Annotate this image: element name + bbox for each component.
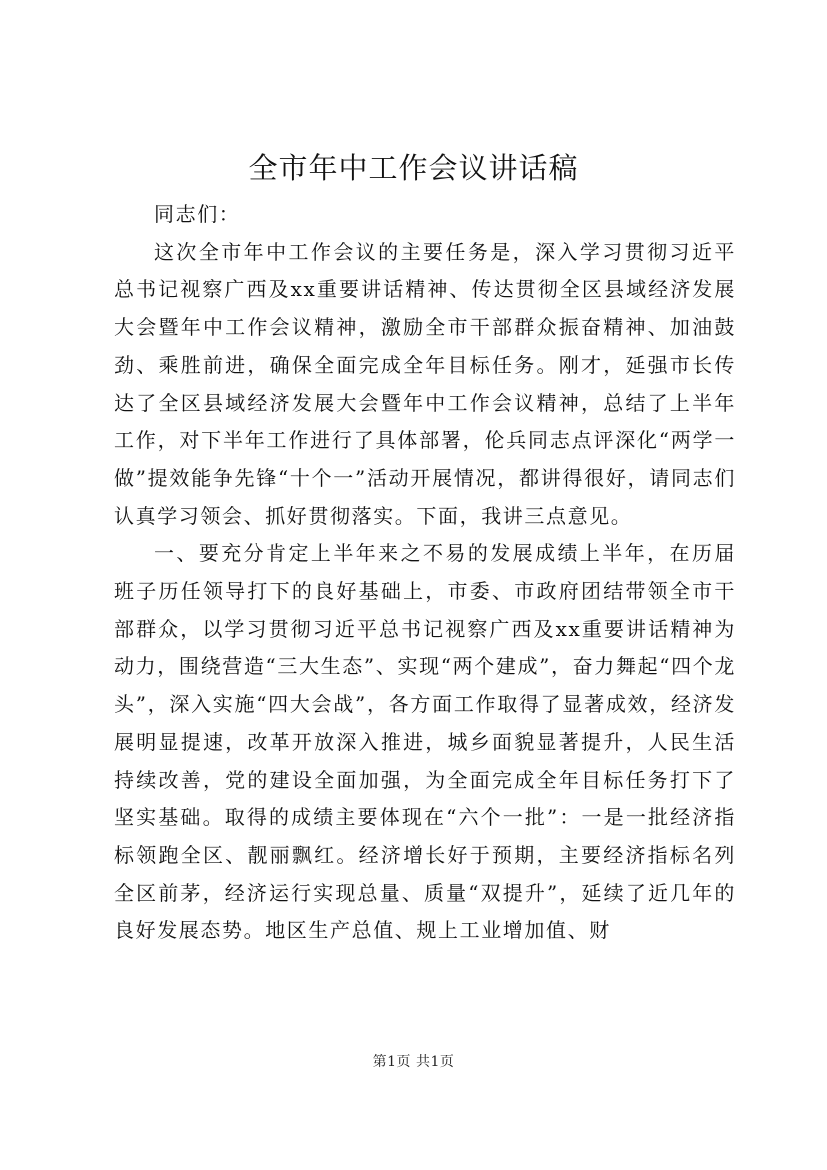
- page-number-footer: 第1页 共1页: [372, 1054, 455, 1070]
- document-body: [114, 196, 736, 950]
- paragraph-2: 一、要充分肯定上半年来之不易的发展成绩上半年，在历届班子历任领导打下的良好基础上，市委、市政府团结带领全市干部群众，以学习贯彻习近平总书记视察广西及xx重要讲话精神为动力，围绕营造“三大生态”、实现“两个建成”，奋力舞起“四个龙头”，深入实施“四大会战”，各方面工作取得了显著成效，经济发展明显提速，改革开放深入推进，城乡面貌显著提升，人民生活持续改善，党的建设全面加强，为全面完成全年目标任务打下了坚实基础。取得的成绩主要体现在“六个一批”：一是一批经济指标领跑全区、靓丽飘红。经济增长好于预期，主要经济指标名列全区前茅，经济运行实现总量、质量“双提升”，延续了近几年的良好发展态势。地区生产总值、规上工业增加值、财: [114, 541, 736, 943]
- paragraph-1: 这次全市年中工作会议的主要任务是，深入学习贯彻习近平总书记视察广西及xx重要讲话精神、传达贯彻全区县域经济发展大会暨年中工作会议精神，激励全市干部群众振奋精神、加油鼓劲、乘胜前进，确保全面完成全年目标任务。刚才，延强市长传达了全区县域经济发展大会暨年中工作会议精神，总结了上半年工作，对下半年工作进行了具体部署，伦兵同志点评深化“两学一做”提效能争先锋“十个一”活动开展情况，都讲得很好，请同志们认真学习领会、抓好贯彻落实。下面，我讲三点意见。: [114, 239, 736, 528]
- salutation: 同志们：: [154, 202, 241, 226]
- document-title: 全市年中工作会议讲话稿: [248, 151, 579, 185]
